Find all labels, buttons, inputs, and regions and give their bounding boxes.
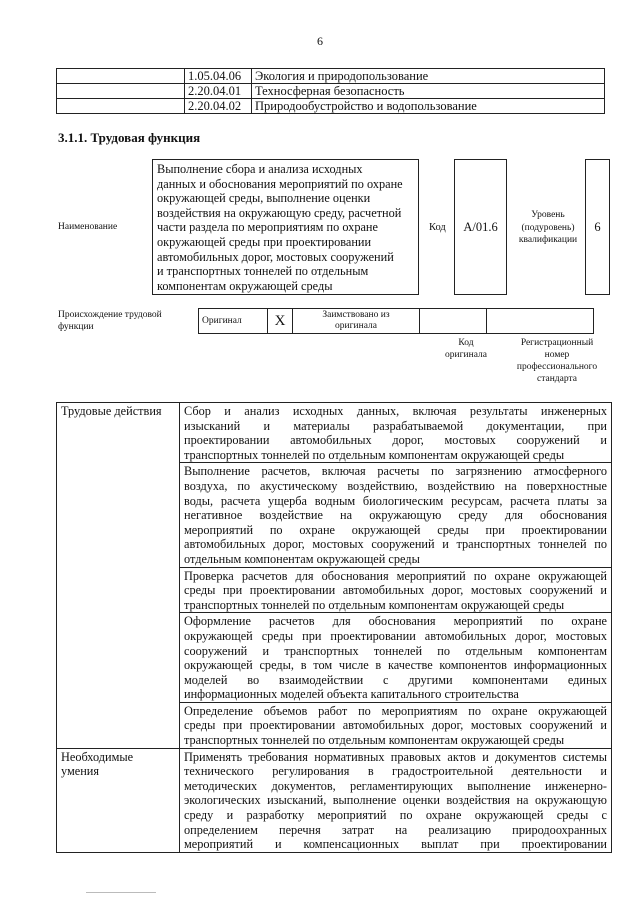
labor-action: Определение объемов работ по мероприятиям по охране окружающей среды при проектировании автомобильных дорог, мостовых сооружений и транспортных тоннелей по отдельным компонентам окружающей среды [180,702,612,748]
table-row [57,69,605,84]
level-label: Уровень (подуровень) квалификации [518,210,578,245]
original-code-cell [420,309,487,334]
function-name-line: Выполнение сбора и анализа исходных [157,162,363,176]
labor-action: Проверка расчетов для обоснования мероприятий по охране окружающей среды при проектировании автомобильных дорог, мостовых сооружений и транспортных тоннелей по отдельным компонентам окружающей среды [180,567,612,613]
table-row [57,748,612,852]
code-cell: 1.05.04.06 [185,69,252,84]
main-table [56,402,612,853]
labor-action: Оформление расчетов для обоснования мероприятий по охране окружающей среды при проектировании автомобильных дорог, мостовых сооружений и транспортных тоннелей по отдельным компонентам окружающей среды, в том числе в качестве компонентов информационных моделей во взаимодействии с другими компонентами единых информационных моделей объекта капитального строительства [180,613,612,703]
level-value-box: 6 [585,159,610,295]
borrowed-label: Заимствовано из оригинала [293,309,420,334]
function-code-box: A/01.6 [454,159,507,295]
original-code-caption: Код оригинала [445,338,487,360]
function-name-line: части раздела по мероприятиям по охране [157,220,378,235]
function-name-line: и транспортных тоннелей по отдельным [157,264,369,279]
function-name-line: окружающей среды при проектировании [157,234,372,249]
name-label: Наименование [58,222,118,232]
page-number: 6 [317,34,323,48]
table-row [199,309,594,334]
function-name-line: воздействия на окружающую среду, расчетной [157,205,402,220]
table-row [57,99,605,114]
name-cell: Экология и природопользование [252,69,605,84]
code-label: Код [429,222,446,233]
function-name-line: автомобильных дорог, мостовых сооружений [157,249,394,264]
footer-rule [86,892,156,893]
function-name-line: окружающей среды, выполнение оценки [157,191,371,206]
labor-action: Сбор и анализ исходных данных, включая результаты инженерных изысканий и материалы разрабатываемой документации, при проектировании автомобильных дорог, мостовых сооружений и транспортных тоннелей по отдельным компонентам окружающей среды [180,403,612,463]
registration-number-caption: Регистрационный номер профессионального стандарта [516,338,598,384]
codes-table [56,68,605,114]
labor-action: Выполнение расчетов, включая расчеты по загрязнению атмосферного воздуха, по акустическому воздействию, воздействию на поверхностные воды, расчета ущерба водным биологическим ресурсам, расчета платы за негативное воздействие на окружающую среду для обоснования мероприятий по охране окружающей среды при проектировании автомобильных дорог, мостовых сооружений и транспортных тоннелей по отдельным компонентам окружающей среды [180,463,612,567]
registration-number-cell [487,309,594,334]
table-row [57,84,605,99]
original-mark: X [268,309,293,334]
table-row [57,403,612,463]
origin-label: Происхождение трудовой функции [58,310,162,332]
section-title: 3.1.1. Трудовая функция [58,130,201,145]
function-name-line: компонентам окружающей среды [157,278,333,293]
original-label: Оригинал [199,309,268,334]
name-cell: Природообустройство и водопользование [252,99,605,114]
code-cell: 2.20.04.02 [185,99,252,114]
required-skills-label: Необходимые умения [57,748,180,852]
name-cell: Техносферная безопасность [252,84,605,99]
required-skill: Применять требования нормативных правовых актов и документов системы технического регулирования в градостроительной деятельности и методических документов, регламентирующих выполнение инженерно- экологических изысканий, выполнение оценки воздействия на окружающую среду и разработку мероприятий по охране окружающей среды с определением перечня затрат на реализацию природоохранных мероприятий и компенсационных выплат при проектировании [180,748,612,852]
labor-actions-label: Трудовые действия [57,403,180,749]
origin-table [198,308,594,334]
function-name-box [152,159,419,295]
function-name-line: данных и обоснования мероприятий по охране [157,176,403,191]
code-cell: 2.20.04.01 [185,84,252,99]
